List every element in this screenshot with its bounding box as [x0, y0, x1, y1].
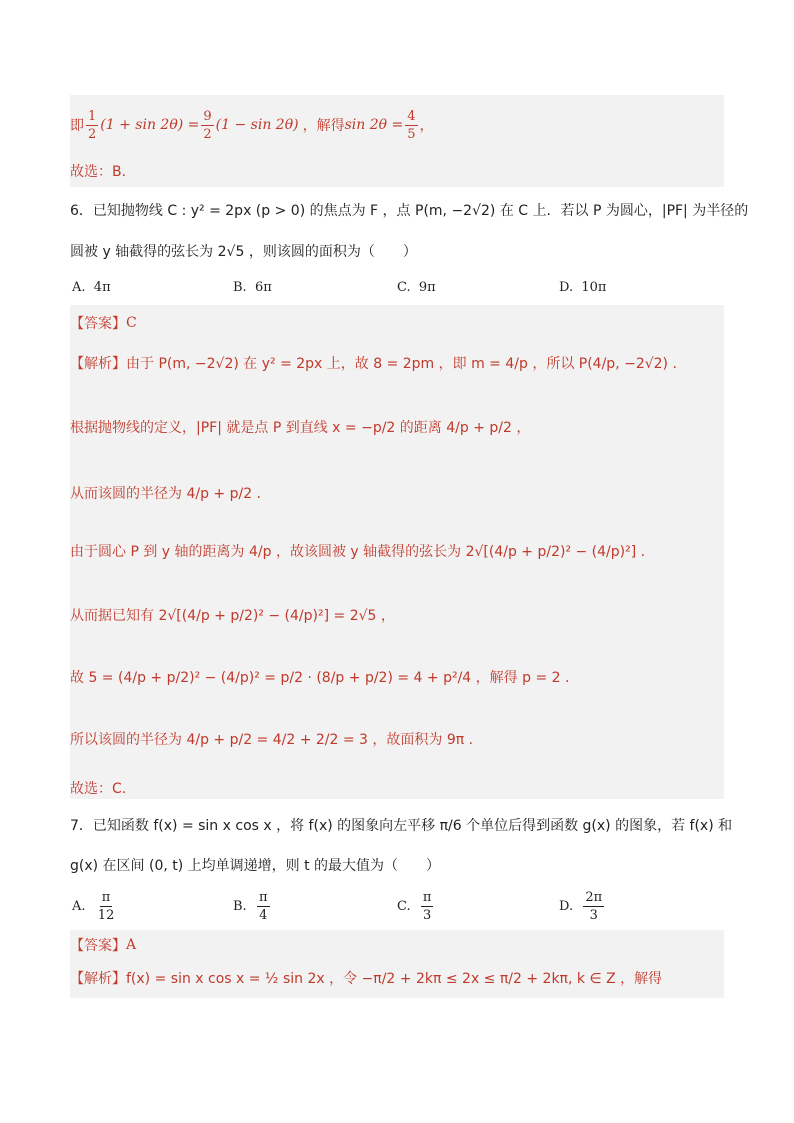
analysis-line: 从而据已知有 2√[(4/p + p/2)² − (4/p)²] = 2√5 ，: [70, 608, 395, 624]
question-7: [70, 805, 733, 930]
option-a[interactable]: A. $\frac{\pi}{12}$: [72, 890, 115, 923]
analysis-line: 【解析】 由于 P(m, −2√2) 在 y² = 2px 上，故 8 = 2pm ，即 m = 4/p ，所以 P(4/p, −2√2) .: [70, 356, 677, 372]
option-a[interactable]: A. 4π: [72, 280, 111, 295]
choice-line: 故选：B.: [70, 164, 127, 180]
answer-line: 【答案】 C: [70, 315, 137, 332]
option-d[interactable]: D. $\frac{2\pi}{3}$: [559, 890, 603, 923]
analysis-line: 从而该圆的半径为 4/p + p/2 .: [70, 486, 262, 502]
analysis-line: 故 5 = (4/p + p/2)² − (4/p)² = p/2 · (8/p + p/2) = 4 + p²/4 ，解得 p = 2 .: [70, 670, 570, 686]
q7-solution-block: [70, 930, 724, 998]
q6-solution-block: [70, 305, 724, 799]
option-c[interactable]: C. $\frac{\pi}{3}$: [397, 890, 432, 923]
option-b[interactable]: B. 6π: [233, 280, 272, 295]
option-b[interactable]: B. $\frac{\pi}{4}$: [233, 890, 268, 923]
option-c[interactable]: C. 9π: [397, 280, 436, 295]
previous-solution-block: [70, 95, 724, 187]
question-stem: 6．已知抛物线 C : y² = 2px (p > 0) 的焦点为 F ，点 P(m, −2√2) 在 C 上．若以 P 为圆心，|PF| 为半径的: [70, 203, 749, 219]
choice-line: 故选：C.: [70, 781, 127, 797]
question-stem: g(x) 在区间 (0, t) 上均单调递增，则 t 的最大值为（ ）: [70, 858, 441, 874]
solution-line: 即 $\frac{1}{2}$ (1 + sin 2θ) = $\frac{9}{2}$ (1 − sin 2θ) ，解得 sin 2θ = $\frac{4}{5}$ ，: [70, 108, 434, 142]
question-stem: 7．已知函数 f(x) = sin x cos x ，将 f(x) 的图象向左平移 π/6 个单位后得到函数 g(x) 的图象，若 f(x) 和: [70, 818, 733, 834]
analysis-line: 所以该圆的半径为 4/p + p/2 = 4/2 + 2/2 = 3 ，故面积为 9π .: [70, 732, 474, 748]
question-stem: 圆被 y 轴截得的弦长为 2√5 ，则该圆的面积为（ ）: [70, 244, 417, 260]
option-d[interactable]: D. 10π: [559, 280, 607, 295]
analysis-line: 【解析】 f(x) = sin x cos x = ½ sin 2x ，令 −π/2 + 2kπ ≤ 2x ≤ π/2 + 2kπ, k ∈ Z ，解得: [70, 971, 663, 987]
answer-line: 【答案】 A: [70, 937, 137, 954]
question-6: [70, 195, 749, 305]
analysis-line: 根据抛物线的定义，|PF| 就是点 P 到直线 x = −p/2 的距离 4/p + p/2 ，: [70, 420, 531, 436]
analysis-line: 由于圆心 P 到 y 轴的距离为 4/p ，故该圆被 y 轴截得的弦长为 2√[(4/p + p/2)² − (4/p)²] .: [70, 544, 646, 560]
